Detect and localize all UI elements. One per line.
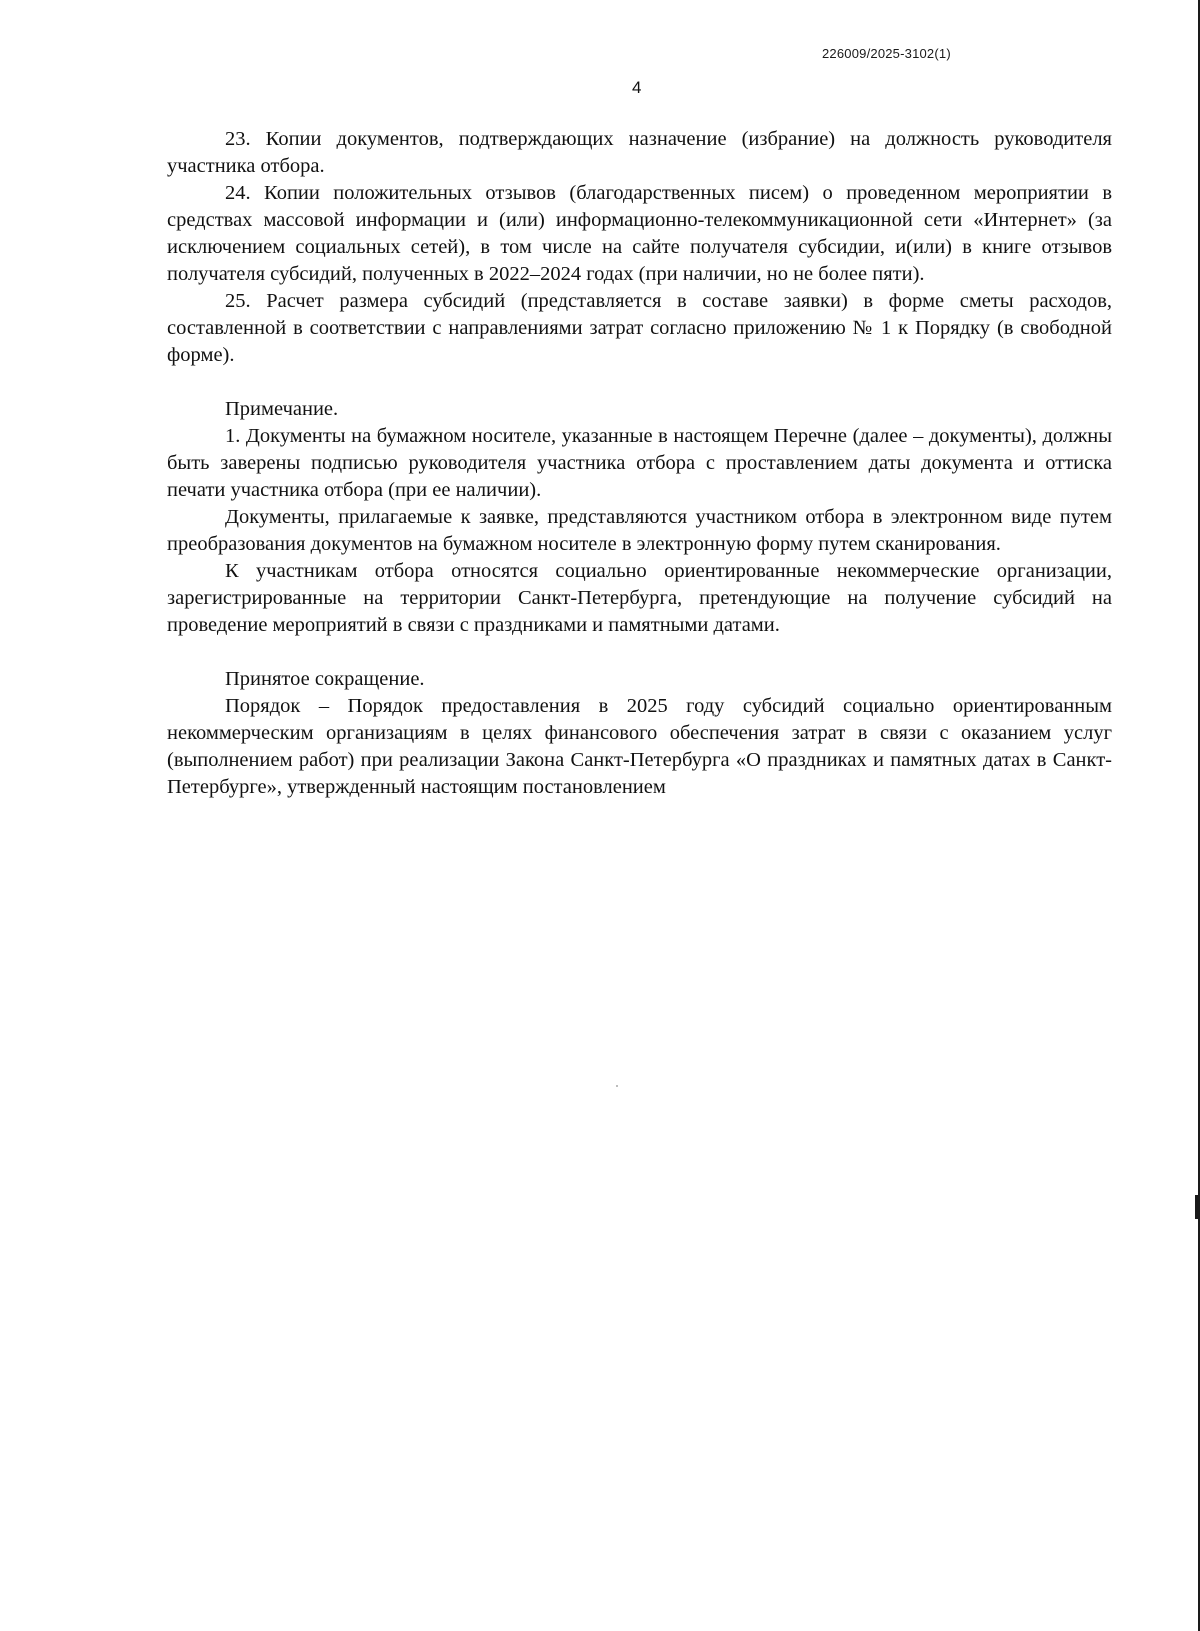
paragraph-spacer [167,639,1112,666]
note-paragraph: К участникам отбора относятся социально ориентированные некоммерческие организации, зарегистрированные на территории Санкт-Петербурга, претендующие на получение субсидий на проведение мероприятий в связи с праздниками и памятными датами. [167,560,1112,636]
note-section [167,396,1112,639]
abbreviation-heading: Принятое сокращение. [225,668,425,690]
note-paragraph: 1. Документы на бумажном носителе, указанные в настоящем Перечне (далее – документы), должны быть заверены подписью руководителя участника отбора с проставлением даты документа и оттиска печати участника отбора (при ее наличии). [167,425,1112,501]
page-number: 4 [632,78,642,97]
page-body [167,126,1112,801]
scan-border-mark [1195,1195,1198,1219]
document-registration-number: 226009/2025-3102(1) [822,46,951,61]
paragraph-spacer [167,369,1112,396]
scan-speck [616,1085,618,1087]
note-paragraph: Документы, прилагаемые к заявке, представляются участником отбора в электронном виде путем преобразования документов на бумажном носителе в электронную форму путем сканирования. [167,506,1112,555]
abbreviation-section [167,666,1112,801]
document-list [167,126,1112,369]
list-item-25: 25. Расчет размера субсидий (представляется в составе заявки) в форме сметы расходов, составленной в соответствии с направлениями затрат согласно приложению № 1 к Порядку (в свободной форме). [167,290,1112,366]
abbreviation-definition: Порядок – Порядок предоставления в 2025 году субсидий социально ориентированным некоммерческим организациям в целях финансового обеспечения затрат в связи с оказанием услуг (выполнением работ) при реализации Закона Санкт-Петербурга «О праздниках и памятных датах в Санкт-Петербурге», утвержденный настоящим постановлением [167,695,1112,798]
list-item-24: 24. Копии положительных отзывов (благодарственных писем) о проведенном мероприятии в средствах массовой информации и (или) информационно-телекоммуникационной сети «Интернет» (за исключением социальных сетей), в том числе на сайте получателя субсидии, и(или) в книге отзывов получателя субсидий, полученных в 2022–2024 годах (при наличии, но не более пяти). [167,182,1112,285]
note-heading: Примечание. [225,398,339,420]
list-item-23: 23. Копии документов, подтверждающих назначение (избрание) на должность руководителя участника отбора. [167,128,1112,177]
